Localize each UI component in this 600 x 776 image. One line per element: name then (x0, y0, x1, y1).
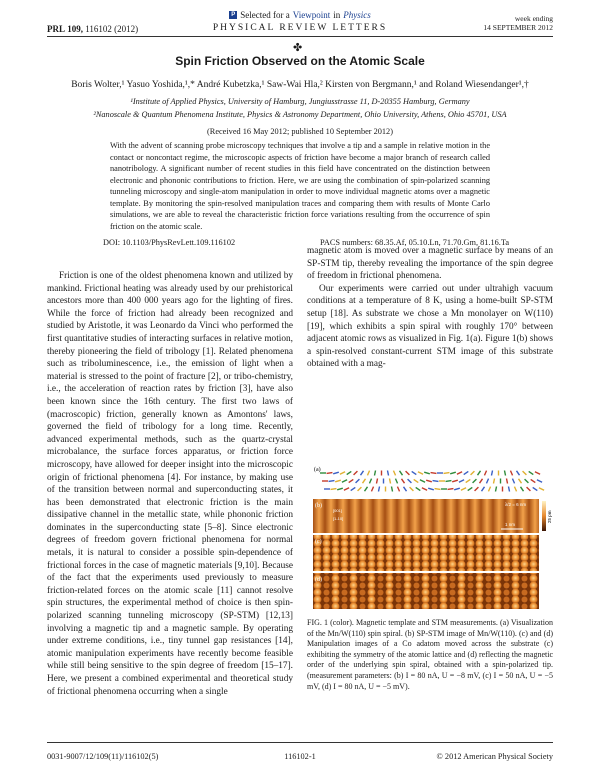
panel-b-label: (b) (315, 503, 322, 509)
spin-arrow (327, 473, 333, 474)
viewpoint-banner[interactable]: P Selected for a Viewpoint in Physics (231, 10, 371, 20)
direction-001: [001] (333, 508, 342, 513)
panel-a-spin-spiral (313, 463, 545, 497)
figure-1 (313, 463, 553, 611)
citation: PRL 109, 116102 (2012) (47, 24, 139, 34)
spin-arrow (435, 489, 441, 490)
page-number: 116102-1 (284, 752, 316, 761)
author-list: Boris Wolter,¹ Yasuo Yoshida,¹,* André Kubetzka,¹ Saw-Wai Hla,² Kirsten von Bergmann,¹ and Roland Wiesendanger¹,† (71, 80, 529, 90)
height-colorbar (542, 501, 546, 531)
panel-a-label: (a) (314, 467, 321, 473)
pacs-numbers: PACS numbers: 68.35.Af, 05.10.Ln, 71.70.Gm, 81.16.Ta (320, 238, 510, 247)
viewpoint-link[interactable]: Viewpoint (292, 10, 331, 20)
article-title: Spin Friction Observed on the Atomic Scale (175, 54, 425, 68)
scale-label: λ/2 = 6 nm (505, 502, 527, 507)
direction-110: [1-10] (333, 516, 344, 521)
header-rule (47, 36, 553, 37)
experiment-paragraph: Our experiments were carried out under ultrahigh vacuum conditions at a temperature of 8 K, using a home-built SP-STM setup [18]. As substrate we chose a Mn monolayer on W(110) [19], which exhibits a spin spiral with roughly 170° between adjacent atomic rows as visualized in Fig. 1(a). Figure 1(b) shows a spin-resolved constant-current STM image of this substrate obtained with a mag- (307, 283, 553, 370)
figure-caption: FIG. 1 (color). Magnetic template and STM measurements. (a) Visualization of the Mn/W(110) spin spiral. (b) SP-STM image of Mn/W(110). (c) and (d) Manipulation images of a Co adatom moved across the substrate (c) exhibiting the symmetry of the atomic lattice and (d) reflecting the magnetic order of the underlying spin spiral, obtained with a spin-polarized tip. (measurement parameters: (b) I = 80 nA, U = −8 mV, (c) I = 50 nA, U = −5 mV, (d) I = 80 nA, U = −5 mV). (307, 618, 553, 691)
panel-c-manipulation-image (313, 535, 539, 571)
spin-arrow (329, 481, 335, 482)
article-code: 0031-9007/12/109(11)/116102(5) (47, 752, 159, 761)
affiliation-2: ²Nanoscale & Quantum Phenomena Institute, Physics & Astronomy Department, Ohio University, Athens, Ohio 45701, USA (93, 110, 507, 119)
spin-arrow (446, 481, 452, 482)
body-column-left (47, 270, 293, 698)
spin-arrow (331, 489, 337, 490)
spin-arrow (444, 473, 450, 474)
aps-ornament-icon: ✤ (293, 42, 303, 54)
footer-rule (47, 742, 553, 743)
body-column-right (307, 245, 553, 371)
spin-arrow (448, 489, 454, 490)
spin-arrow (433, 481, 439, 482)
panel-b-spstm-image (313, 499, 539, 533)
intro-paragraph: Friction is one of the oldest phenomena known and utilized by mankind. Frictional heating was already used by our prehistorical ancestors more than 400 000 years ago for the lighting of fires. While the force of friction had already been recognized and studied by Aristotle, it was Leonardo da Vinci who performed the first quantitative studies of interacting surfaces in relative motion, thereby pioneering the field of tribology [1]. Related phenomena such as triboluminescence, i.e., the emission of light when a material is stressed to the point of fracture [2], or tribo-chemistry, i.e., the acceleration of reaction rates by friction [3], have also been known since the 16th century. The first two laws of (macroscopic) friction, generally known as Amontons' laws, governed the field of tribology for a long time. Recently, advanced experimental methods, such as the quartz-crystal microbalance, the surface forces apparatus, or friction force microscopy, have allowed for deeper insight into the microscopic origin of frictional phenomena [4]. For instance, by making use of the transition between normal and superconducting states, it has been demonstrated that electronic friction is the main dissipative channel in the metallic state, while phononic friction dominates in the superconducting state [5–8]. Since electronic degrees of freedom govern frictional phenomena for normal metals, it is natural to consider a possible spin-dependence of frictional forces in the case of magnetic materials [9,10]. Because of the fact that the experiments used previously to measure friction-related forces on the atomic scale [11] cannot resolve spin structures, the experimental method of choice is then spin-polarized scanning tunneling microscopy (SP-STM) [12,13] involving a magnetic tip and a magnetic sample. By operating under extreme conditions, i.e., tiny tunnel gap resistances [14], atomic manipulation experiments have recently become feasible while still being sensitive to the spin degree of freedom [15–17]. Here, we present a combined experimental and theoretical study of frictional phenomena occurring when a single (47, 271, 293, 697)
panel-d-manipulation-image (313, 573, 539, 609)
journal-name: PHYSICAL REVIEW LETTERS (212, 23, 388, 33)
affiliation-1: ¹Institute of Applied Physics, University of Hamburg, Jungiusstrasse 11, D-20355 Hamburg, Germany (130, 97, 470, 106)
height-label: 25 pm (547, 510, 552, 523)
abstract: With the advent of scanning probe microscopy techniques that involve a tip and a sample in relative motion in the contact or noncontact regime, the microscopic aspects of friction have become a major branch of research called nanotribology. A significant number of recent studies in this field have concentrated on the distinction between electronic and phononic contributions to friction. Here, we are using the combination of spin-polarized scanning tunneling microscopy and single-atom manipulation in order to move individual magnetic atoms over a magnetic template. By monitoring the spin-resolved manipulation traces and comparing them with results of Monte Carlo simulations, we are able to reveal the characteristic friction force variations resulting from the occurrence of spin friction on the atomic scale. (110, 141, 490, 231)
copyright: © 2012 American Physical Society (436, 752, 553, 761)
panel-d-label: (d) (315, 577, 322, 583)
received-date: (Received 16 May 2012; published 10 September 2012) (207, 127, 393, 136)
physics-logo-icon: P (231, 12, 236, 18)
spin-arrow (431, 473, 437, 474)
scale-bar-label: 1 nm (505, 522, 516, 527)
issue-date: week ending 14 SEPTEMBER 2012 (483, 14, 553, 32)
continued-paragraph: magnetic atom is moved over a magnetic surface by means of an SP-STM tip, thereby revealing the importance of the spin degree of freedom in frictional phenomena. (307, 246, 553, 282)
doi-link[interactable]: DOI: 10.1103/PhysRevLett.109.116102 (103, 238, 236, 247)
panel-c-label: (c) (315, 539, 322, 545)
